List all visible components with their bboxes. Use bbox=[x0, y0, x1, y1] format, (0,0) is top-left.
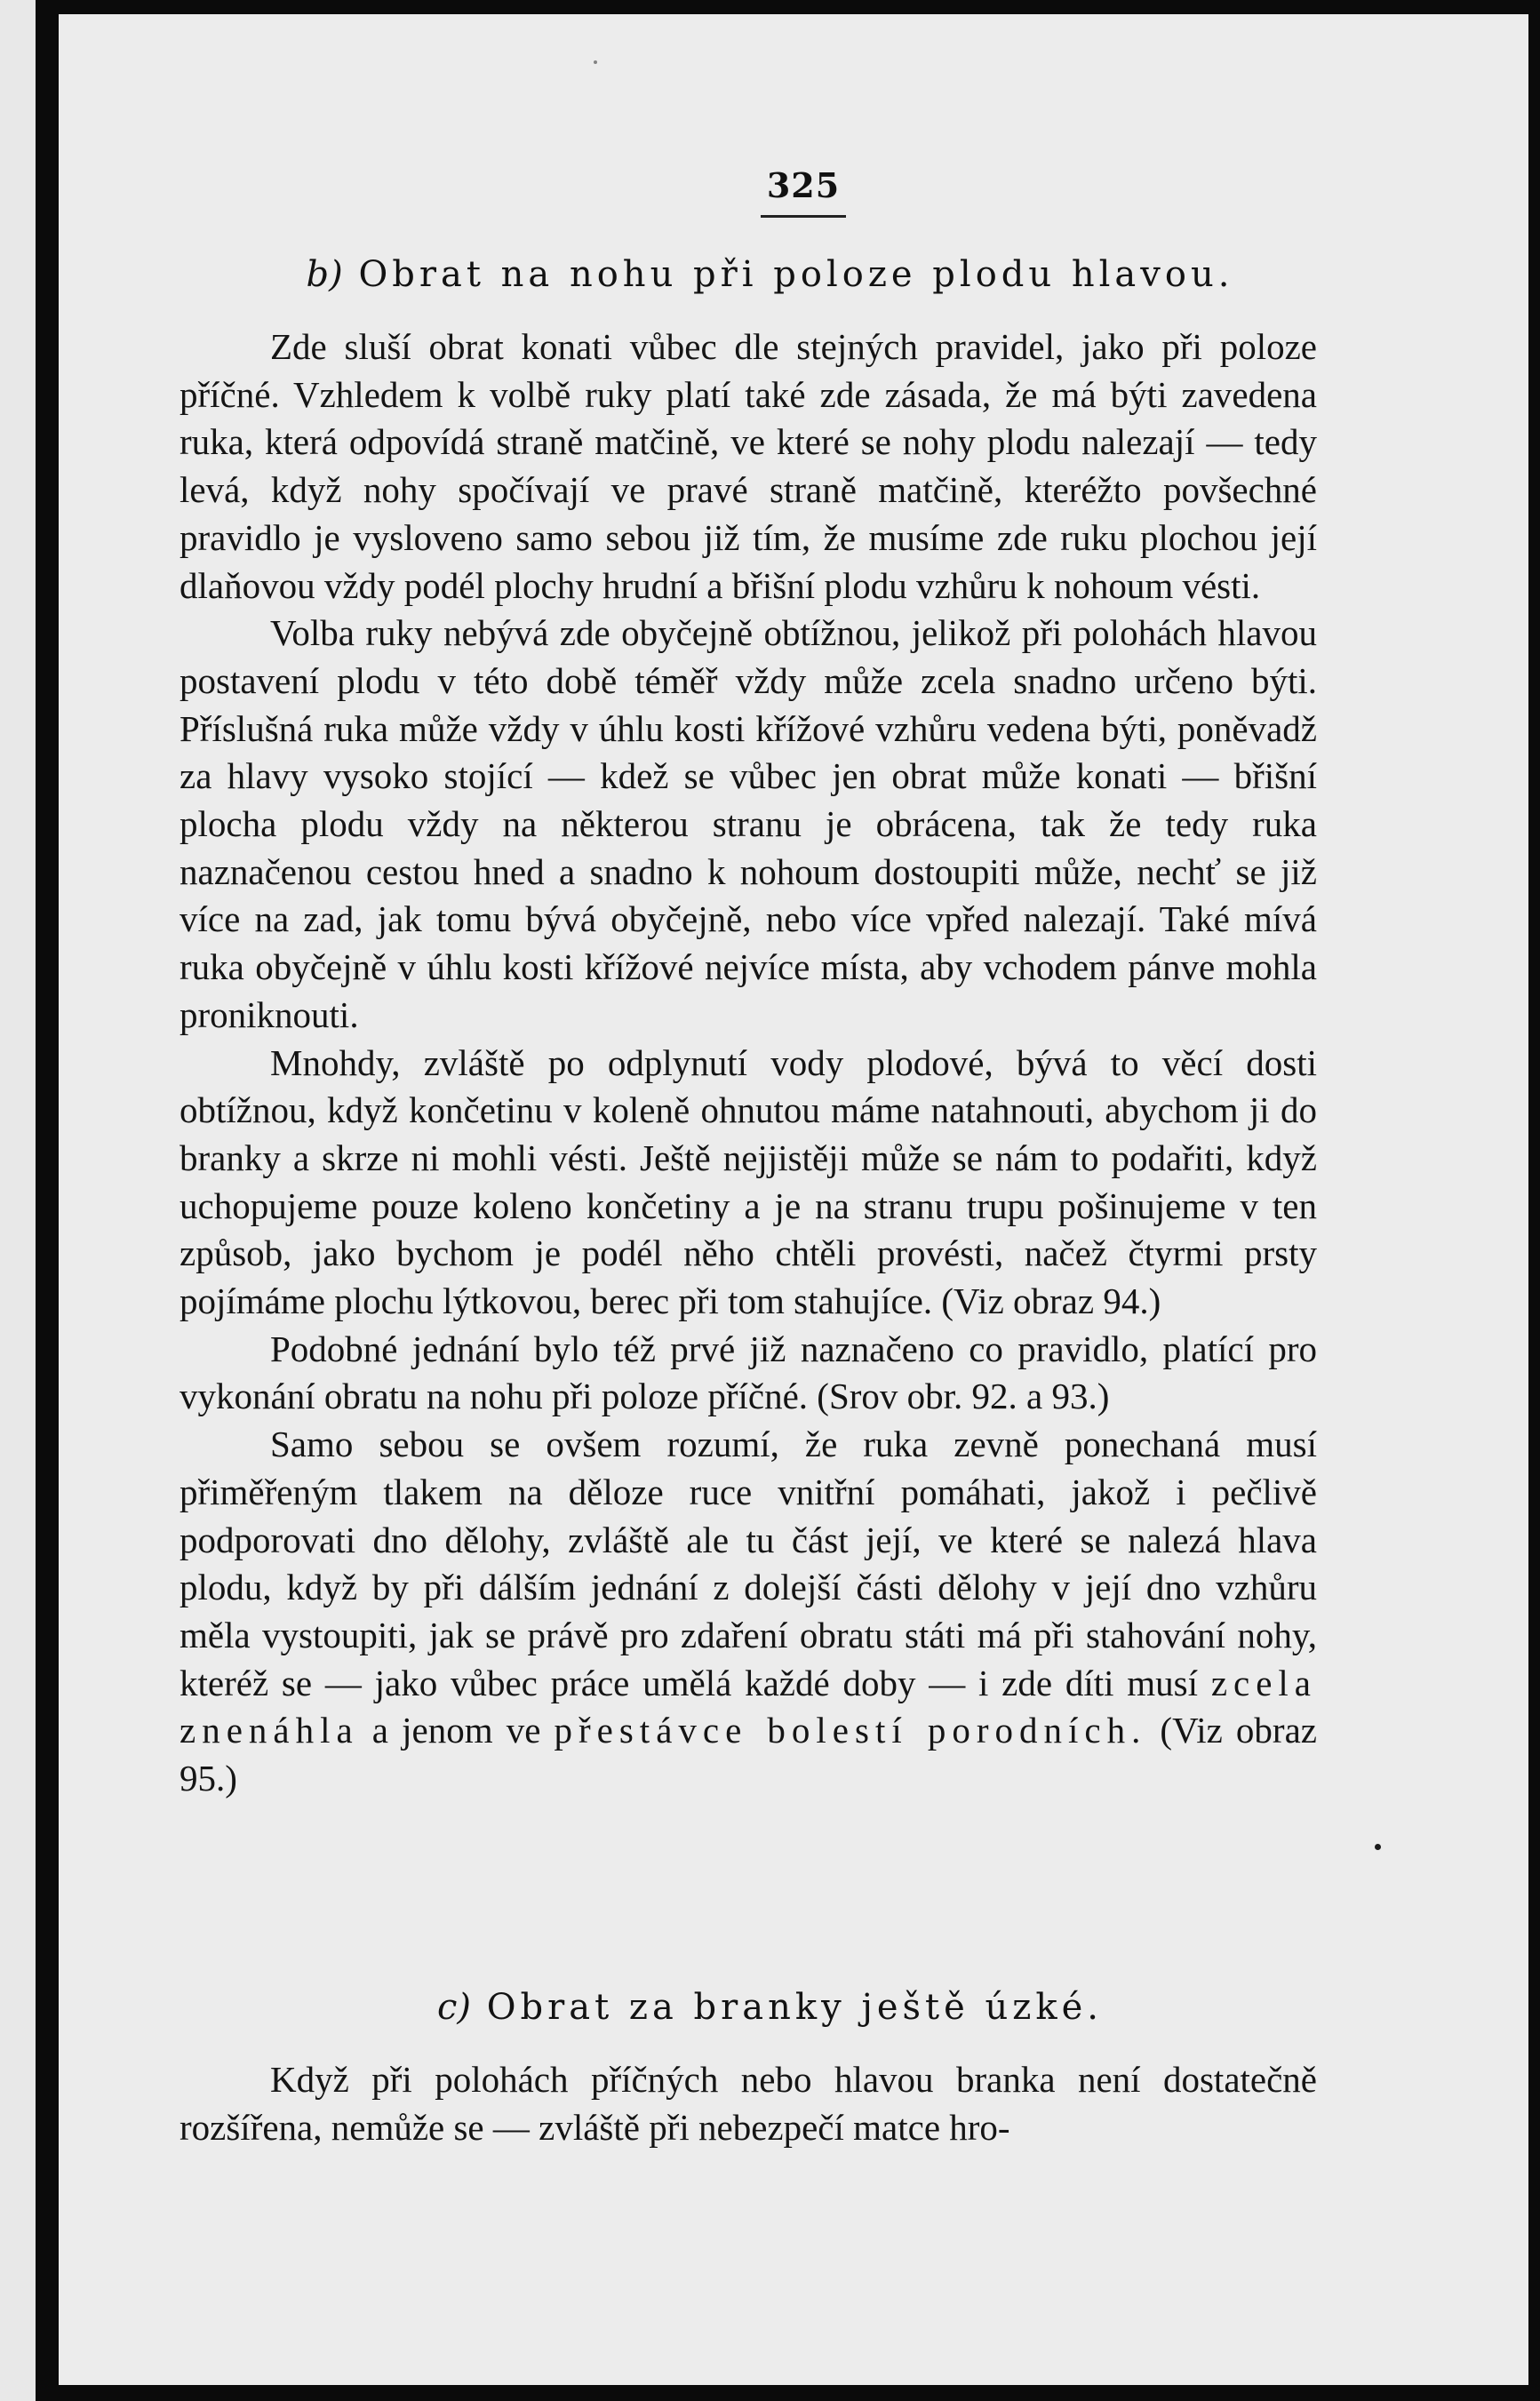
paragraph: Volba ruky nebývá zde obyčejně obtížnou, jelikož při polohách hlavou postavení plodu v této době téměř vždy může zcela snadno určeno býti. Příslušná ruka může vždy v úhlu kosti křížové vzhůru vedena býti, poněvadž za hlavy vysoko stojící — kdež se vůbec jen obrat může konati — břišní plocha plodu vždy na některou stranu je obrácena, tak že tedy ruka naznačenou cestou hned a snadno k nohoum dostoupiti může, nechť se již více na zad, jak tomu bývá obyčejně, nebo více vpřed nalezají. Také mívá ruka obyčejně v úhlu kosti křížové nejvíce místa, aby vchodem pánve mohla proniknouti. bbox=[180, 612, 1317, 1035]
emphasis-text: přestávce bolestí porodních. bbox=[554, 1710, 1147, 1751]
section-b-heading bbox=[0, 254, 1540, 295]
paragraph-last bbox=[180, 1421, 1317, 1803]
page-number-rule bbox=[761, 215, 846, 218]
ink-speck bbox=[594, 60, 597, 64]
paragraph: Podobné jednání bylo též prvé již naznačeno co pravidlo, platící pro vykonání obratu na nohu při poloze příčné. (Srov obr. 92. a 93.) bbox=[180, 1328, 1317, 1417]
ink-speck bbox=[1375, 1844, 1381, 1850]
section-b-body bbox=[180, 323, 1317, 1803]
section-c-heading bbox=[0, 1987, 1540, 2028]
paragraph: Mnohdy, zvláště po odplynutí vody plodové, bývá to věcí dosti obtížnou, když končetinu v koleně ohnutou máme natahnouti, abychom ji do branky a skrze ni mohli vésti. Ještě nejjistěji může se nám to podařiti, když uchopujeme pouze koleno končetiny a je na stranu trupu pošinujeme v ten způsob, jako bychom je podél něho chtěli provésti, načež čtyrmi prsty pojímáme plochu lýtkovou, berec při tom stahujíce. (Viz obraz 94.) bbox=[180, 1041, 1317, 1322]
paragraph-text: Samo sebou se ovšem rozumí, že ruka zevně ponechaná musí přiměřeným tlakem na děloze ruce vnitřní pomáhati, jakož i pečlivě podporovati dno dělohy, zvláště ale tu část její, ve které se nalezá hlava plodu, když by při dálším jednání z dolejší části dělohy v její dno vzhůru měla vystoupiti, jak se právě pro zdaření obratu státi má při stahování nohy, kteréž se — jako vůbec práce umělá každé doby — i zde díti musí bbox=[180, 1424, 1317, 1703]
paragraph-text: (Viz obraz 95.) bbox=[180, 1710, 1317, 1799]
paragraph: Když při polohách příčných nebo hlavou branka není dostatečně rozšířena, nemůže se — zvláště při nebezpečí matce hro- bbox=[180, 2059, 1317, 2148]
section-c-body bbox=[180, 2056, 1317, 2151]
section-b-mark: b) bbox=[306, 254, 343, 295]
paragraph: Zde sluší obrat konati vůbec dle stejných pravidel, jako při poloze příčné. Vzhledem k volbě ruky platí také zde zásada, že má býti zavedena ruka, která odpovídá straně matčině, ve které se nohy plodu nalezají — tedy levá, když nohy spočívají ve pravé straně matčině, kteréžto povšechné pravidlo je vysloveno samo sebou již tím, že musíme zde ruku plochou její dlaňovou vždy podél plochy hrudní a břišní plodu vzhůru k nohoum vésti. bbox=[180, 326, 1317, 606]
section-c-title: Obrat za branky ještě úzké. bbox=[486, 1987, 1103, 2028]
previous-page-edge bbox=[0, 0, 36, 2401]
section-c-mark: c) bbox=[437, 1987, 472, 2028]
section-b-title: Obrat na nohu při poloze plodu hlavou. bbox=[358, 254, 1234, 295]
emphasis-text: zcela znenáhla bbox=[180, 1662, 1317, 1751]
page-number: 325 bbox=[766, 165, 841, 205]
paragraph-text: a jenom ve bbox=[358, 1710, 555, 1751]
